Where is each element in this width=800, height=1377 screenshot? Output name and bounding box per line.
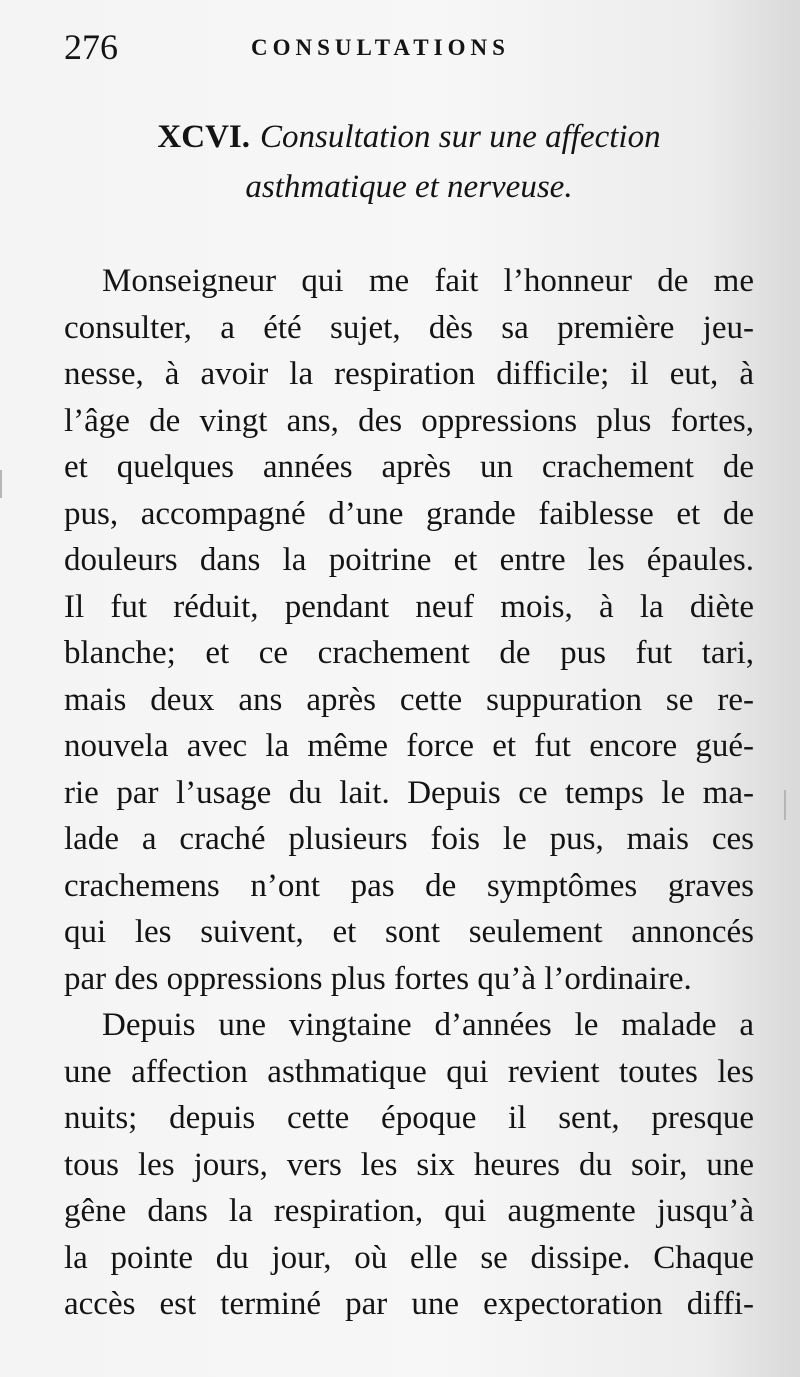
text-line: une affection asthmatique qui revient toutes les	[64, 1053, 754, 1090]
text-line: crachemens n’ont pas de symptômes graves	[64, 867, 754, 904]
paragraph	[64, 1002, 754, 1328]
body-text	[64, 258, 754, 1328]
text-line: tous les jours, vers les six heures du soir, une	[64, 1146, 754, 1183]
page-number: 276	[64, 27, 118, 67]
page-edge-mark	[0, 470, 2, 498]
text-line: par des oppressions plus fortes qu’à l’ordinaire.	[64, 960, 692, 997]
section-title-text: Consultation sur une affection	[260, 119, 661, 155]
text-line: et quelques années après un crachement de	[64, 449, 754, 485]
text-line: consulter, a été sujet, dès sa première jeu-	[64, 309, 754, 346]
text-line: l’âge de vingt ans, des oppressions plus fortes,	[64, 402, 754, 439]
text-line: blanche; et ce crachement de pus fut tari,	[64, 635, 754, 671]
text-line: nesse, à avoir la respiration difficile; il eut, à	[64, 356, 754, 392]
text-line: nouvela avec la même force et fut encore gué-	[64, 728, 754, 764]
text-line: Depuis une vingtaine d’années le malade a	[102, 1007, 754, 1043]
text-line: rie par l’usage du lait. Depuis ce temps le ma-	[64, 774, 754, 811]
page-edge-mark	[784, 790, 786, 820]
running-head: CONSULTATIONS	[251, 35, 510, 60]
paragraph	[64, 258, 754, 1002]
text-line: douleurs dans la poitrine et entre les épaules.	[64, 542, 754, 578]
section-title-line-2: asthmatique et nerveuse.	[245, 169, 573, 205]
text-line: Monseigneur qui me fait l’honneur de me	[102, 263, 754, 299]
text-line: qui les suivent, et sont seulement annoncés	[64, 914, 754, 950]
text-line: gêne dans la respiration, qui augmente jusqu’à	[64, 1193, 754, 1229]
text-line: mais deux ans après cette suppuration se re-	[64, 681, 754, 718]
section-heading	[64, 112, 754, 212]
text-line: pus, accompagné d’une grande faiblesse et de	[64, 495, 754, 532]
text-line: lade a craché plusieurs fois le pus, mais ces	[64, 821, 754, 857]
text-line: accès est terminé par une expectoration diffi-	[64, 1286, 754, 1322]
section-number: XCVI.	[157, 119, 250, 155]
text-line: Il fut réduit, pendant neuf mois, à la diète	[64, 588, 754, 625]
page-header	[64, 22, 754, 72]
text-line: nuits; depuis cette époque il sent, presque	[64, 1100, 754, 1136]
section-title-line-1	[64, 112, 754, 162]
text-line: la pointe du jour, où elle se dissipe. Chaque	[64, 1239, 754, 1276]
